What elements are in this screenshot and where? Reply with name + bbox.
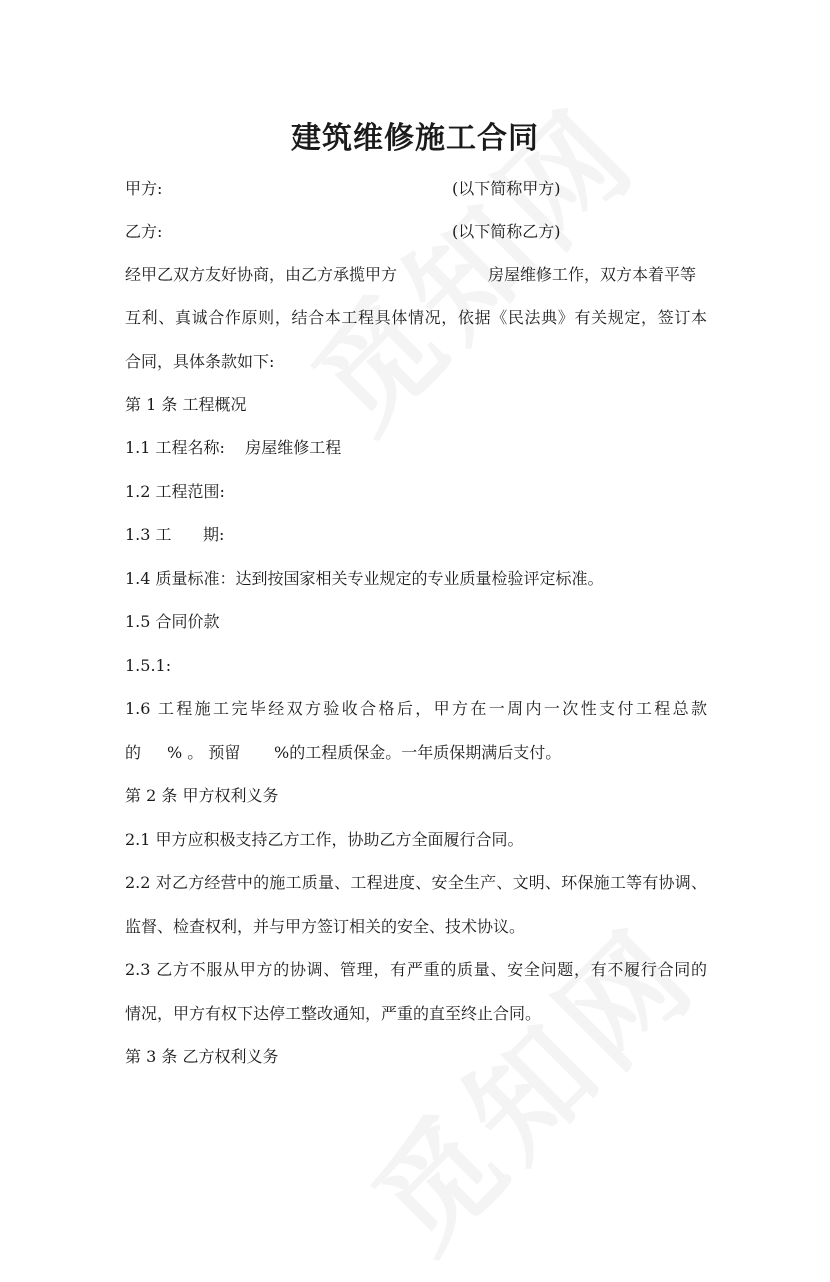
intro-line-1-a: 经甲乙双方友好协商，由乙方承揽甲方 <box>125 265 398 284</box>
item-1-3-b: 期: <box>203 525 225 544</box>
item-2-3-line-2: 情况，甲方有权下达停工整改通知，严重的直至终止合同。 <box>125 1004 542 1023</box>
party-b-label: 乙方: <box>125 222 163 241</box>
item-1-6-line-1: 1.6 工程施工完毕经双方验收合格后，甲方在一周内一次性支付工程总款 <box>125 699 707 718</box>
item-2-2-line-2: 监督、检查权利，并与甲方签订相关的安全、技术协议。 <box>125 917 526 936</box>
party-b-line <box>125 221 162 243</box>
item-2-1: 2.1 甲方应积极支持乙方工作，协助乙方全面履行合同。 <box>125 830 524 849</box>
party-a-note: (以下简称甲方) <box>452 179 561 198</box>
item-1-1: 1.1 工程名称: 房屋维修工程 <box>125 438 342 457</box>
item-1-3 <box>125 524 172 546</box>
article-3-heading: 第 3 条 乙方权利义务 <box>125 1047 279 1066</box>
item-1-5-1: 1.5.1: <box>125 656 172 675</box>
watermark-bottom <box>330 884 727 1281</box>
intro-line-2: 互利、真诚合作原则，结合本工程具体情况，依据《民法典》有关规定，签订本 <box>125 308 707 327</box>
intro-line-1 <box>125 264 397 286</box>
intro-line-1-b: 房屋维修工作，双方本着平等 <box>488 265 697 284</box>
item-1-5: 1.5 合同价款 <box>125 612 220 631</box>
party-a-line <box>125 178 162 200</box>
intro-line-3: 合同，具体条款如下: <box>125 352 275 371</box>
article-1-heading: 第 1 条 工程概况 <box>125 395 247 414</box>
item-1-2: 1.2 工程范围: <box>125 482 225 501</box>
document-title: 建筑维修施工合同 <box>291 121 539 156</box>
item-2-2-line-1: 2.2 对乙方经营中的施工质量、工程进度、安全生产、文明、环保施工等有协调、 <box>125 873 707 892</box>
party-a-label: 甲方: <box>125 179 163 198</box>
item-2-3-line-1: 2.3 乙方不服从甲方的协调、管理，有严重的质量、安全问题，有不履行合同的 <box>125 960 707 979</box>
item-1-6-a: 的 <box>125 743 142 762</box>
item-1-4: 1.4 质量标准：达到按国家相关专业规定的专业质量检验评定标准。 <box>125 569 604 588</box>
item-1-6-c: %的工程质保金。一年质保期满后支付。 <box>274 743 562 762</box>
party-b-note: (以下简称乙方) <box>452 222 561 241</box>
item-1-3-a: 1.3 工 <box>125 525 172 544</box>
article-2-heading: 第 2 条 甲方权利义务 <box>125 786 279 805</box>
item-1-6-b: % 。 预留 <box>167 743 241 762</box>
